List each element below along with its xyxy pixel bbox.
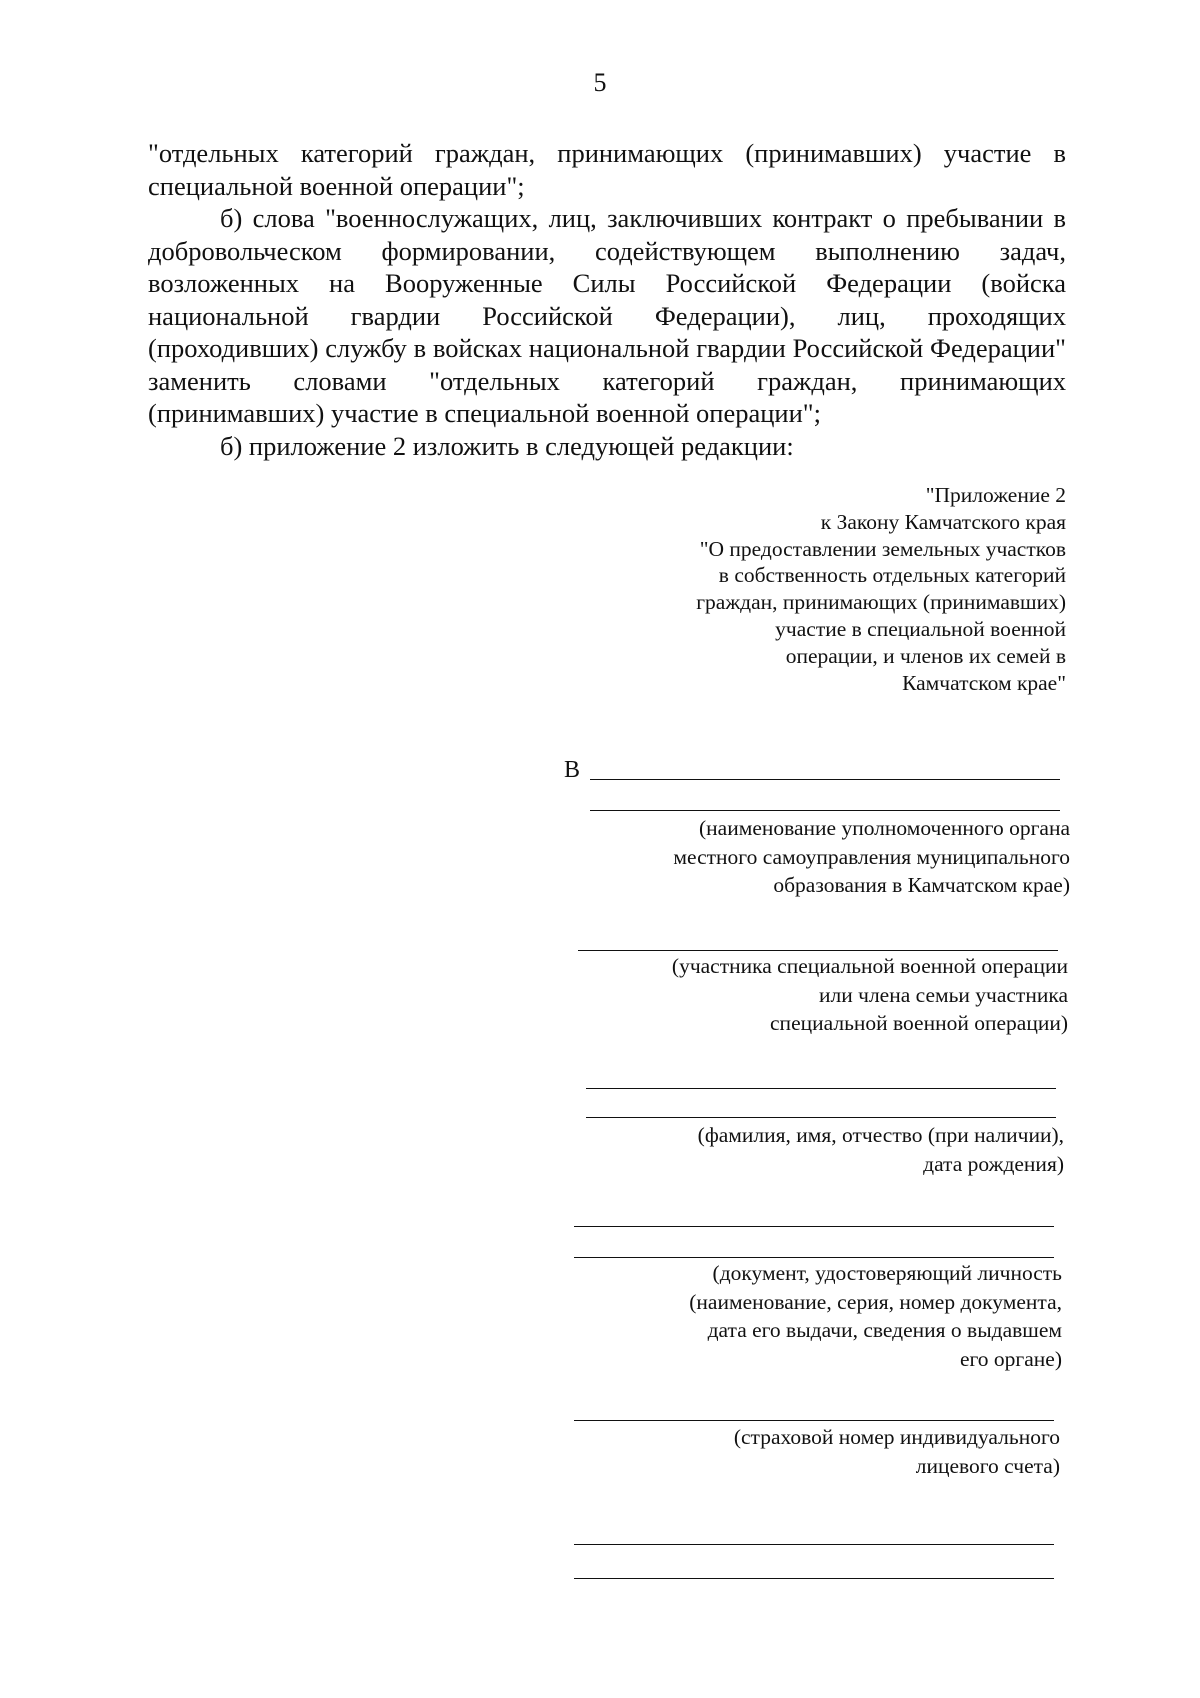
- caption-line: (документ, удостоверяющий личность: [712, 1261, 1062, 1285]
- caption-line: (фамилия, имя, отчество (при наличии),: [697, 1123, 1064, 1147]
- appendix-header: [546, 482, 1066, 696]
- appendix-header-line: к Закону Камчатского края: [820, 509, 1066, 534]
- snils-fill-line: [574, 1420, 1054, 1421]
- full-name-caption: [698, 1121, 1064, 1178]
- caption-line: образования в Камчатском крае): [773, 873, 1070, 897]
- amendment-text: [148, 137, 1066, 462]
- appendix-header-line: граждан, принимающих (принимавших): [696, 590, 1066, 615]
- caption-line: дата рождения): [923, 1151, 1064, 1176]
- full-name-fill-line: [586, 1117, 1056, 1118]
- caption-line: лицевого счета): [915, 1453, 1060, 1478]
- appendix-header-line: "О предоставлении земельных участков: [699, 536, 1066, 561]
- id-document-caption: [689, 1259, 1062, 1373]
- caption-line: дата его выдачи, сведения о выдавшем: [707, 1318, 1062, 1342]
- blank-fill-line: [574, 1544, 1054, 1545]
- paragraph-appendix-instruction: б) приложение 2 изложить в следующей редакции:: [220, 430, 794, 461]
- caption-line: (участника специальной военной операции: [671, 954, 1068, 978]
- caption-line: местного самоуправления муниципального: [673, 844, 1070, 869]
- authority-fill-line: [590, 779, 1060, 780]
- appendix-header-line: Камчатском крае": [902, 670, 1066, 695]
- to-prefix: В: [564, 757, 581, 783]
- authority-fill-line: [590, 810, 1060, 811]
- caption-line: (наименование, серия, номер документа,: [689, 1289, 1062, 1314]
- id-document-fill-line: [574, 1226, 1054, 1227]
- caption-line: (наименование уполномоченного органа: [699, 816, 1070, 840]
- authority-caption: [673, 814, 1070, 900]
- caption-line: его органе): [959, 1346, 1062, 1371]
- caption-line: или члена семьи участника: [819, 982, 1068, 1007]
- paragraph-words-replacement: б) слова "военнослужащих, лиц, заключивших контракт о пребывании в добровольческом формировании, содействующем выполнению задач, возложенных на Вооруженные Силы Российской Федерации (войска национальной гвардии Российской Федерации), лиц, проходящих (проходивших) службу в войсках национальной гвардии Российской Федерации" заменить словами "отдельных категорий граждан, принимающих (принимавших) участие в специальной военной операции";: [148, 203, 1066, 428]
- appendix-header-line: в собственность отдельных категорий: [718, 563, 1066, 588]
- participant-caption: [672, 952, 1068, 1038]
- snils-caption: [734, 1423, 1060, 1480]
- appendix-header-line: "Приложение 2: [925, 483, 1066, 507]
- page-number: 5: [593, 68, 607, 97]
- appendix-header-line: участие в специальной военной: [775, 616, 1066, 641]
- full-name-fill-line: [586, 1088, 1056, 1089]
- paragraph-continuation: "отдельных категорий граждан, принимающих (принимавших) участие в специальной военной операции";: [148, 138, 1066, 201]
- participant-fill-line: [578, 950, 1058, 951]
- blank-fill-line: [574, 1578, 1054, 1579]
- id-document-fill-line: [574, 1257, 1054, 1258]
- appendix-header-line: операции, и членов их семей в: [785, 643, 1066, 668]
- caption-line: специальной военной операции): [770, 1011, 1068, 1035]
- caption-line: (страховой номер индивидуального: [733, 1425, 1060, 1449]
